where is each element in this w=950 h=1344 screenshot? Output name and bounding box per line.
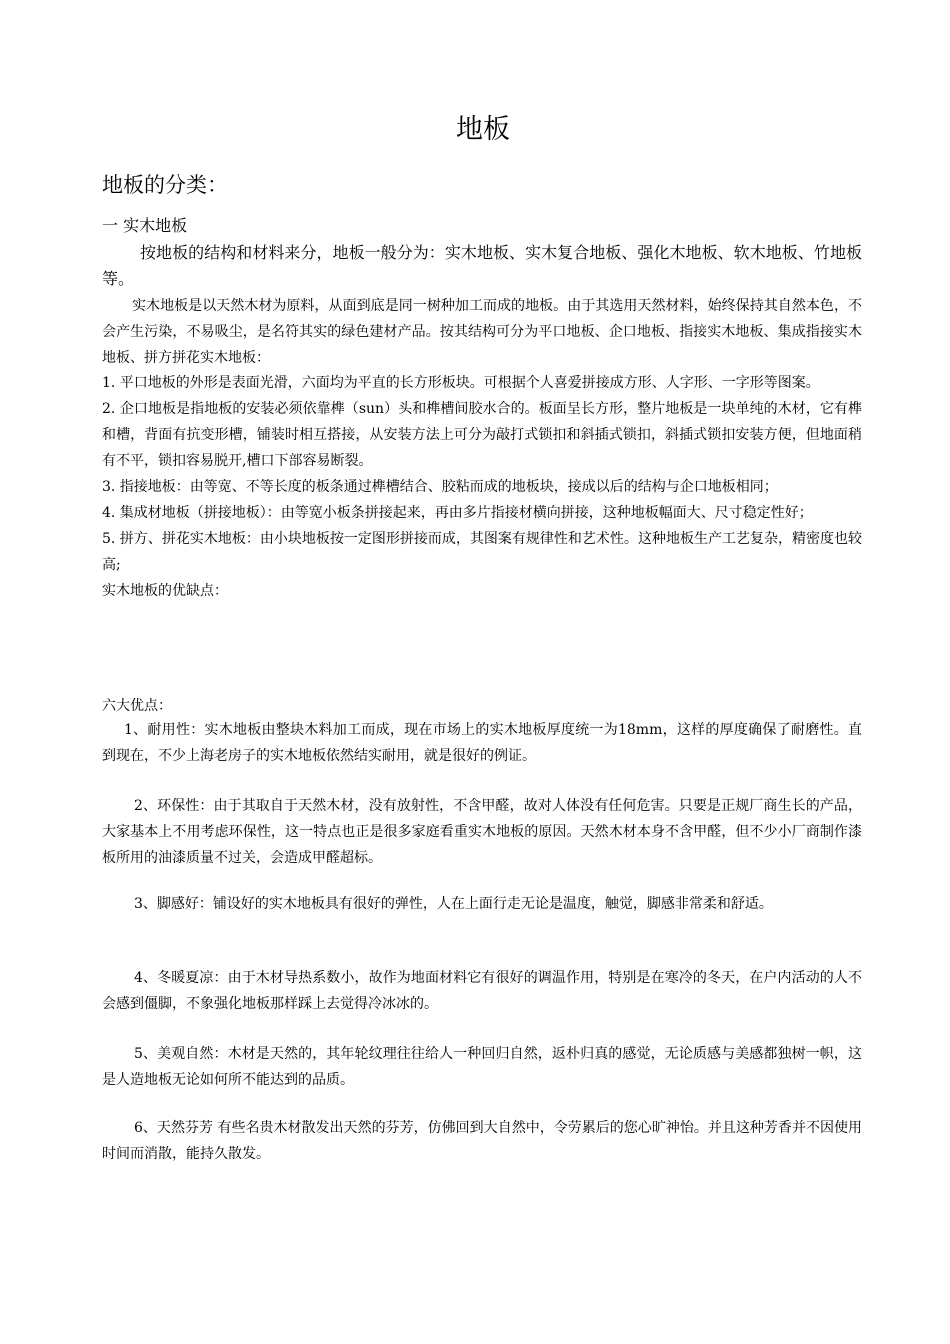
advantages-label: 六大优点： <box>102 698 172 714</box>
type-item-4: 4. 集成材地板（拼接地板）：由等宽小板条拼接起来，再由多片指接材横向拼接，这种地板幅面大、尺寸稳定性好； <box>102 505 813 521</box>
section-heading: 地板的分类： <box>102 173 228 197</box>
document-title: 地板 <box>456 114 510 145</box>
pros-cons-label: 实木地板的优缺点： <box>102 583 228 599</box>
advantage-1-block <box>102 717 862 769</box>
definition-block <box>102 293 862 371</box>
advantage-item-3: 3、脚感好：铺设好的实木地板具有很好的弹性，人在上面行走无论是温度，触觉，脚感非常柔和舒适。 <box>134 896 773 912</box>
types-list <box>102 370 862 604</box>
advantage-2-block <box>102 793 862 871</box>
advantage-4-block <box>102 965 862 1017</box>
subheading-solid-wood: 一 实木地板 <box>102 216 188 235</box>
advantage-item-5: 5、美观自然：木材是天然的，其年轮纹理往往给人一种回归自然，返朴归真的感觉，无论质感与美感都独树一帜，这是人造地板无论如何所不能达到的品质。 <box>102 1046 862 1088</box>
advantage-5-block <box>102 1041 862 1093</box>
type-item-5: 5. 拼方、拼花实木地板：由小块地板按一定图形拼接而成，其图案有规律性和艺术性。这种地板生产工艺复杂，精密度也较高; <box>102 531 862 573</box>
intro-block <box>102 240 862 292</box>
advantage-item-2: 2、环保性：由于其取自于天然木材，没有放射性，不含甲醛，故对人体没有任何危害。只要是正规厂商生长的产品，大家基本上不用考虑环保性，这一特点也正是很多家庭看重实木地板的原因。天然木材本身不含甲醛，但不少小厂商制作漆板所用的油漆质量不过关，会造成甲醛超标。 <box>102 798 862 866</box>
definition-paragraph: 实木地板是以天然木材为原料，从面到底是同一树种加工而成的地板。由于其选用天然材料，始终保持其自然本色，不会产生污染，不易吸尘，是名符其实的绿色建材产品。按其结构可分为平口地板、企口地板、指接实木地板、集成指接实木地板、拼方拼花实木地板： <box>102 298 862 366</box>
type-item-3: 3. 指接地板：由等宽、不等长度的板条通过榫槽结合、胶粘而成的地板块，接成以后的结构与企口地板相同； <box>102 479 778 495</box>
advantage-item-1: 1、耐用性：实木地板由整块木料加工而成，现在市场上的实木地板厚度统一为18mm，这样的厚度确保了耐磨性。直到现在，不少上海老房子的实木地板依然结实耐用，就是很好的例证。 <box>102 722 862 764</box>
advantage-6-block <box>102 1115 862 1167</box>
type-item-1: 1. 平口地板的外形是表面光滑，六面均为平直的长方形板块。可根据个人喜爱拼接成方形、人字形、一字形等图案。 <box>102 375 820 391</box>
advantage-item-4: 4、冬暖夏凉：由于木材导热系数小，故作为地面材料它有很好的调温作用，特别是在寒冷的冬天，在户内活动的人不会感到僵脚，不象强化地板那样踩上去觉得冷冰冰的。 <box>102 970 862 1012</box>
advantage-item-6: 6、天然芬芳 有些名贵木材散发出天然的芬芳，仿佛回到大自然中，令劳累后的您心旷神怡。并且这种芳香并不因使用时间而消散，能持久散发。 <box>102 1120 862 1162</box>
type-item-2: 2. 企口地板是指地板的安装必须依靠榫（sun）头和榫槽间胶水合的。板面呈长方形，整片地板是一块单纯的木材，它有榫和槽，背面有抗变形槽，铺装时相互搭接，从安装方法上可分为敲打式锁扣和斜插式锁扣，斜插式锁扣安装方便，但地面稍有不平，锁扣容易脱开,槽口下部容易断裂。 <box>102 401 862 469</box>
advantage-3-block <box>102 891 862 917</box>
advantages-label-block <box>102 693 862 719</box>
intro-paragraph: 按地板的结构和材料来分，地板一般分为：实木地板、实木复合地板、强化木地板、软木地板、竹地板等。 <box>102 243 862 288</box>
